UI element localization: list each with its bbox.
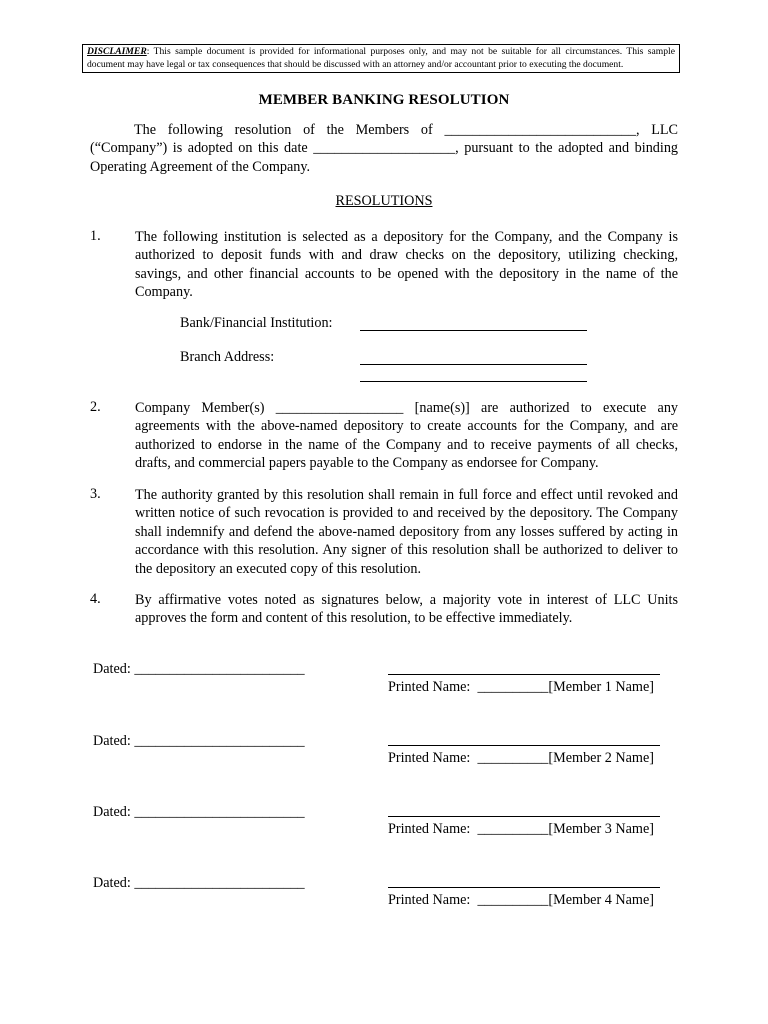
signature-line <box>388 745 660 746</box>
printed-name-blank: __________ <box>477 821 549 837</box>
signature-dated: Dated: ________________________ <box>93 804 305 820</box>
disclaimer-text: : This sample document is provided for informational purposes only, and may not be suitable for all circumstances. This sample document may have legal or tax consequences that should be discussed with an attorney and/or accountant prior to executing the document. <box>87 46 675 70</box>
item-2-text: Company Member(s) __________________ [name(s)] are authorized to execute any agreements with the above-named depository to create accounts for the Company, and are authorized to endorse in the name of the Company and to receive payments of all checks, drafts, and commercial papers payable to the Company as endorsee for Company. <box>135 400 679 472</box>
intro-line-3: Operating Agreement of the Company. <box>90 158 311 175</box>
member-name-placeholder: [Member 3 Name] <box>548 821 654 837</box>
intro-line-1: The following resolution of the Members of ___________________________, LLC <box>134 122 679 138</box>
printed-name: Printed Name: __________[Member 1 Name] <box>388 679 654 695</box>
resolutions-heading: RESOLUTIONS <box>335 193 433 209</box>
printed-name-blank: __________ <box>477 679 549 695</box>
signature-dated: Dated: ________________________ <box>93 733 305 749</box>
members-blank: ___________________________ <box>444 122 636 138</box>
dated-blank: ________________________ <box>134 661 305 677</box>
item-number: 4. <box>90 591 101 607</box>
bank-institution-label: Bank/Financial Institution: <box>180 315 333 331</box>
intro-line-2: (“Company”) is adopted on this date ____________________, pursuant to the adopted and binding <box>90 140 679 157</box>
signature-line <box>388 674 660 675</box>
printed-name: Printed Name: __________[Member 4 Name] <box>388 892 654 908</box>
member-name-placeholder: [Member 1 Name] <box>548 679 654 695</box>
dated-blank: ________________________ <box>134 875 305 891</box>
signature-dated: Dated: ________________________ <box>93 661 305 677</box>
signature-dated: Dated: ________________________ <box>93 875 305 891</box>
disclaimer-box <box>82 44 680 73</box>
intro-paragraph <box>90 121 678 176</box>
signature-line <box>388 816 660 817</box>
members-name-blank: __________________ <box>275 400 404 416</box>
member-name-placeholder: [Member 4 Name] <box>548 892 654 908</box>
item-4-text: By affirmative votes noted as signatures below, a majority vote in interest of LLC Units approves the form and content of this resolution, to be effective immediately. <box>135 592 678 627</box>
printed-name: Printed Name: __________[Member 3 Name] <box>388 821 654 837</box>
item-1-text: The following institution is selected as a depository for the Company, and the Company is authorized to deposit funds with and draw checks on the depository, utilizing checking, savings, and other financial accounts to be opened with the depository in the name of the Company. <box>135 229 678 301</box>
item-number: 2. <box>90 399 101 415</box>
item-number: 1. <box>90 228 101 244</box>
printed-name-blank: __________ <box>477 750 549 766</box>
document-title: MEMBER BANKING RESOLUTION <box>258 92 510 108</box>
signature-line <box>388 887 660 888</box>
printed-name-blank: __________ <box>477 892 549 908</box>
printed-name: Printed Name: __________[Member 2 Name] <box>388 750 654 766</box>
branch-address-label: Branch Address: <box>180 349 275 365</box>
date-blank: ____________________ <box>313 140 456 157</box>
dated-blank: ________________________ <box>134 804 305 820</box>
bank-institution-line <box>360 330 587 331</box>
item-3-text: The authority granted by this resolution shall remain in full force and effect until revoked and written notice of such revocation is provided to and received by the depository. The Company shall indemnify and defend the above-named depository from any losses suffered by acting in accordance with this resolution. Any signer of this resolution shall be authorized to deliver to the depository an executed copy of this resolution. <box>135 487 678 577</box>
branch-address-line-1 <box>360 364 587 365</box>
member-name-placeholder: [Member 2 Name] <box>548 750 654 766</box>
disclaimer-label: DISCLAIMER <box>87 46 147 57</box>
item-number: 3. <box>90 486 101 502</box>
branch-address-line-2 <box>360 381 587 382</box>
dated-blank: ________________________ <box>134 733 305 749</box>
